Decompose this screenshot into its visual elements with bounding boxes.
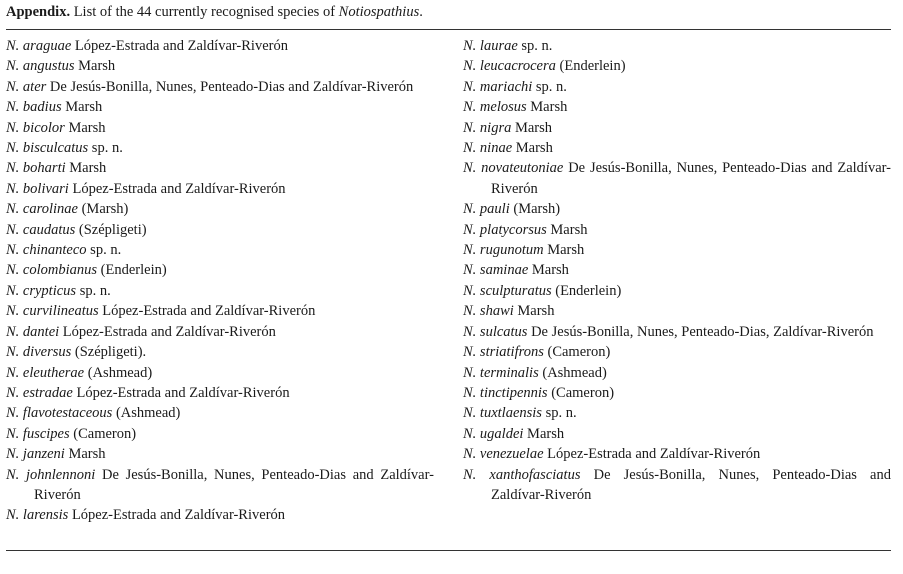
species-name: N. ugaldei (463, 425, 524, 442)
species-name: N. venezuelae (463, 446, 544, 463)
species-name: N. johnlennoni (6, 466, 96, 483)
species-authority: De Jesús-Bonilla, Nunes, Penteado-Dias and Zaldívar-Riverón (49, 78, 414, 95)
species-entry (6, 56, 434, 76)
species-authority: (Cameron) (547, 344, 611, 361)
species-authority: sp. n. (90, 242, 122, 259)
species-name: N. curvilineatus (6, 303, 99, 320)
species-authority: López-Estrada and Zaldívar-Riverón (74, 38, 288, 54)
species-authority: Marsh (514, 119, 553, 136)
top-rule (6, 29, 891, 30)
species-name: N. tinctipennis (463, 384, 548, 401)
species-authority: De Jesús-Bonilla, Nunes, Penteado-Dias and Zaldívar-Riverón (34, 466, 434, 503)
species-entry (463, 383, 891, 403)
species-authority: López-Estrada and Zaldívar-Riverón (71, 507, 286, 524)
species-name: N. dantei (6, 323, 60, 340)
species-entry (6, 363, 434, 383)
species-entry (463, 118, 891, 138)
species-name: N. flavotestaceous (6, 405, 113, 422)
species-entry (463, 363, 891, 383)
species-name: N. novateutoniae (463, 160, 564, 177)
species-authority: Marsh (78, 58, 116, 75)
species-name: N. bicolor (6, 119, 65, 136)
species-entry (6, 444, 434, 464)
species-name: N. melosus (463, 99, 527, 116)
species-entry (463, 301, 891, 321)
species-name: N. mariachi (463, 78, 533, 95)
species-authority: De Jesús-Bonilla, Nunes, Penteado-Dias and Zaldívar-Riverón (491, 466, 891, 503)
species-name: N. boharti (6, 160, 66, 177)
caption-end: . (419, 4, 423, 20)
species-entry (6, 322, 434, 342)
species-name: N. crypticus (6, 282, 77, 299)
species-name: N. terminalis (463, 364, 539, 381)
species-authority: (Marsh) (513, 201, 561, 218)
species-authority: Marsh (65, 99, 103, 116)
species-name: N. sculpturatus (463, 282, 552, 299)
species-authority: (Cameron) (551, 384, 615, 401)
species-authority: sp. n. (91, 140, 123, 157)
species-entry (463, 260, 891, 280)
species-entry (463, 424, 891, 444)
species-entry (6, 220, 434, 240)
species-column-left (6, 36, 434, 526)
species-entry (6, 301, 434, 321)
species-entry (6, 240, 434, 260)
species-entry (6, 77, 434, 97)
species-entry (463, 444, 891, 464)
species-authority: Marsh (547, 242, 585, 259)
species-name: N. colombianus (6, 262, 98, 279)
species-authority: (Marsh) (81, 201, 129, 218)
species-authority: sp. n. (545, 405, 577, 422)
species-name: N. diversus (6, 344, 72, 361)
species-authority: De Jesús-Bonilla, Nunes, Penteado-Dias, Zaldívar-Riverón (531, 323, 874, 340)
species-entry (463, 322, 891, 342)
species-name: N. caudatus (6, 221, 76, 238)
species-name: N. tuxtlaensis (463, 405, 542, 422)
species-entry (463, 281, 891, 301)
species-authority: (Ashmead) (115, 405, 181, 422)
species-entry (463, 465, 891, 506)
species-authority: Marsh (531, 262, 569, 279)
species-entry (6, 199, 434, 219)
species-name: N. fuscipes (6, 425, 70, 442)
species-entry (6, 97, 434, 117)
caption-text: List of the 44 currently recognised species of (73, 4, 336, 20)
species-authority: Marsh (69, 160, 107, 177)
table-caption (6, 3, 423, 21)
species-authority: López-Estrada and Zaldívar-Riverón (76, 384, 290, 401)
species-authority: sp. n. (79, 282, 111, 299)
species-entry (463, 342, 891, 362)
species-name: N. ater (6, 78, 47, 95)
species-entry (463, 403, 891, 423)
species-name: N. janzeni (6, 446, 65, 463)
species-authority: Marsh (527, 425, 565, 442)
species-authority: sp. n. (521, 38, 553, 54)
species-entry (6, 342, 434, 362)
species-entry (463, 240, 891, 260)
species-authority: López-Estrada and Zaldívar-Riverón (72, 180, 286, 197)
species-name: N. carolinae (6, 201, 78, 218)
species-entry (463, 158, 891, 199)
species-authority: (Ashmead) (542, 364, 607, 381)
species-authority: sp. n. (535, 78, 567, 95)
species-authority: Marsh (550, 221, 588, 238)
species-name: N. rugunotum (463, 242, 544, 259)
species-authority: (Szépligeti) (78, 221, 147, 238)
species-entry (463, 36, 891, 56)
species-entry (6, 158, 434, 178)
species-authority: Marsh (517, 303, 555, 320)
species-entry (463, 56, 891, 76)
species-name: N. eleutherae (6, 364, 85, 381)
species-name: N. pauli (463, 201, 510, 218)
species-entry (6, 260, 434, 280)
species-entry (463, 77, 891, 97)
species-entry (6, 36, 434, 56)
species-name: N. shawi (463, 303, 514, 320)
species-entry (463, 220, 891, 240)
species-entry (6, 138, 434, 158)
species-authority: (Enderlein) (559, 58, 626, 75)
caption-genus: Notiospathius (338, 4, 420, 20)
bottom-rule (6, 550, 891, 551)
species-entry (6, 383, 434, 403)
species-name: N. sulcatus (463, 323, 528, 340)
species-name: N. platycorsus (463, 221, 547, 238)
species-authority: López-Estrada and Zaldívar-Riverón (547, 446, 761, 463)
species-name: N. xanthofasciatus (463, 466, 581, 483)
species-entry (6, 505, 434, 525)
species-name: N. leucacrocera (463, 58, 556, 75)
species-authority: (Cameron) (73, 425, 137, 442)
species-name: N. angustus (6, 58, 75, 75)
species-entry (6, 281, 434, 301)
species-column-right (463, 36, 891, 505)
species-entry (6, 465, 434, 506)
species-authority: López-Estrada and Zaldívar-Riverón (102, 303, 316, 320)
species-name: N. badius (6, 99, 62, 116)
species-name: N. bisculcatus (6, 140, 89, 157)
species-name: N. araguae (6, 38, 72, 54)
species-entry (6, 118, 434, 138)
species-name: N. saminae (463, 262, 529, 279)
species-authority: Marsh (68, 119, 106, 136)
species-name: N. estradae (6, 384, 73, 401)
species-name: N. striatifrons (463, 344, 544, 361)
species-name: N. ninae (463, 140, 513, 157)
species-authority: López-Estrada and Zaldívar-Riverón (62, 323, 276, 340)
species-authority: (Enderlein) (100, 262, 167, 279)
species-entry (463, 97, 891, 117)
species-entry (463, 138, 891, 158)
species-entry (6, 403, 434, 423)
species-authority: (Ashmead) (87, 364, 153, 381)
species-authority: Marsh (515, 140, 553, 157)
species-authority: Marsh (68, 446, 106, 463)
species-authority: (Szépligeti). (74, 344, 147, 361)
caption-label: Appendix. (6, 4, 71, 20)
species-authority: Marsh (530, 99, 568, 116)
species-authority: (Enderlein) (555, 282, 622, 299)
species-name: N. chinanteco (6, 242, 87, 259)
species-entry (463, 199, 891, 219)
species-authority: De Jesús-Bonilla, Nunes, Penteado-Dias and Zaldívar-Riverón (491, 160, 891, 197)
species-entry (6, 424, 434, 444)
species-name: N. larensis (6, 507, 69, 524)
species-name: N. bolivari (6, 180, 69, 197)
species-name: N. nigra (463, 119, 512, 136)
species-name: N. laurae (463, 38, 518, 54)
species-entry (6, 179, 434, 199)
